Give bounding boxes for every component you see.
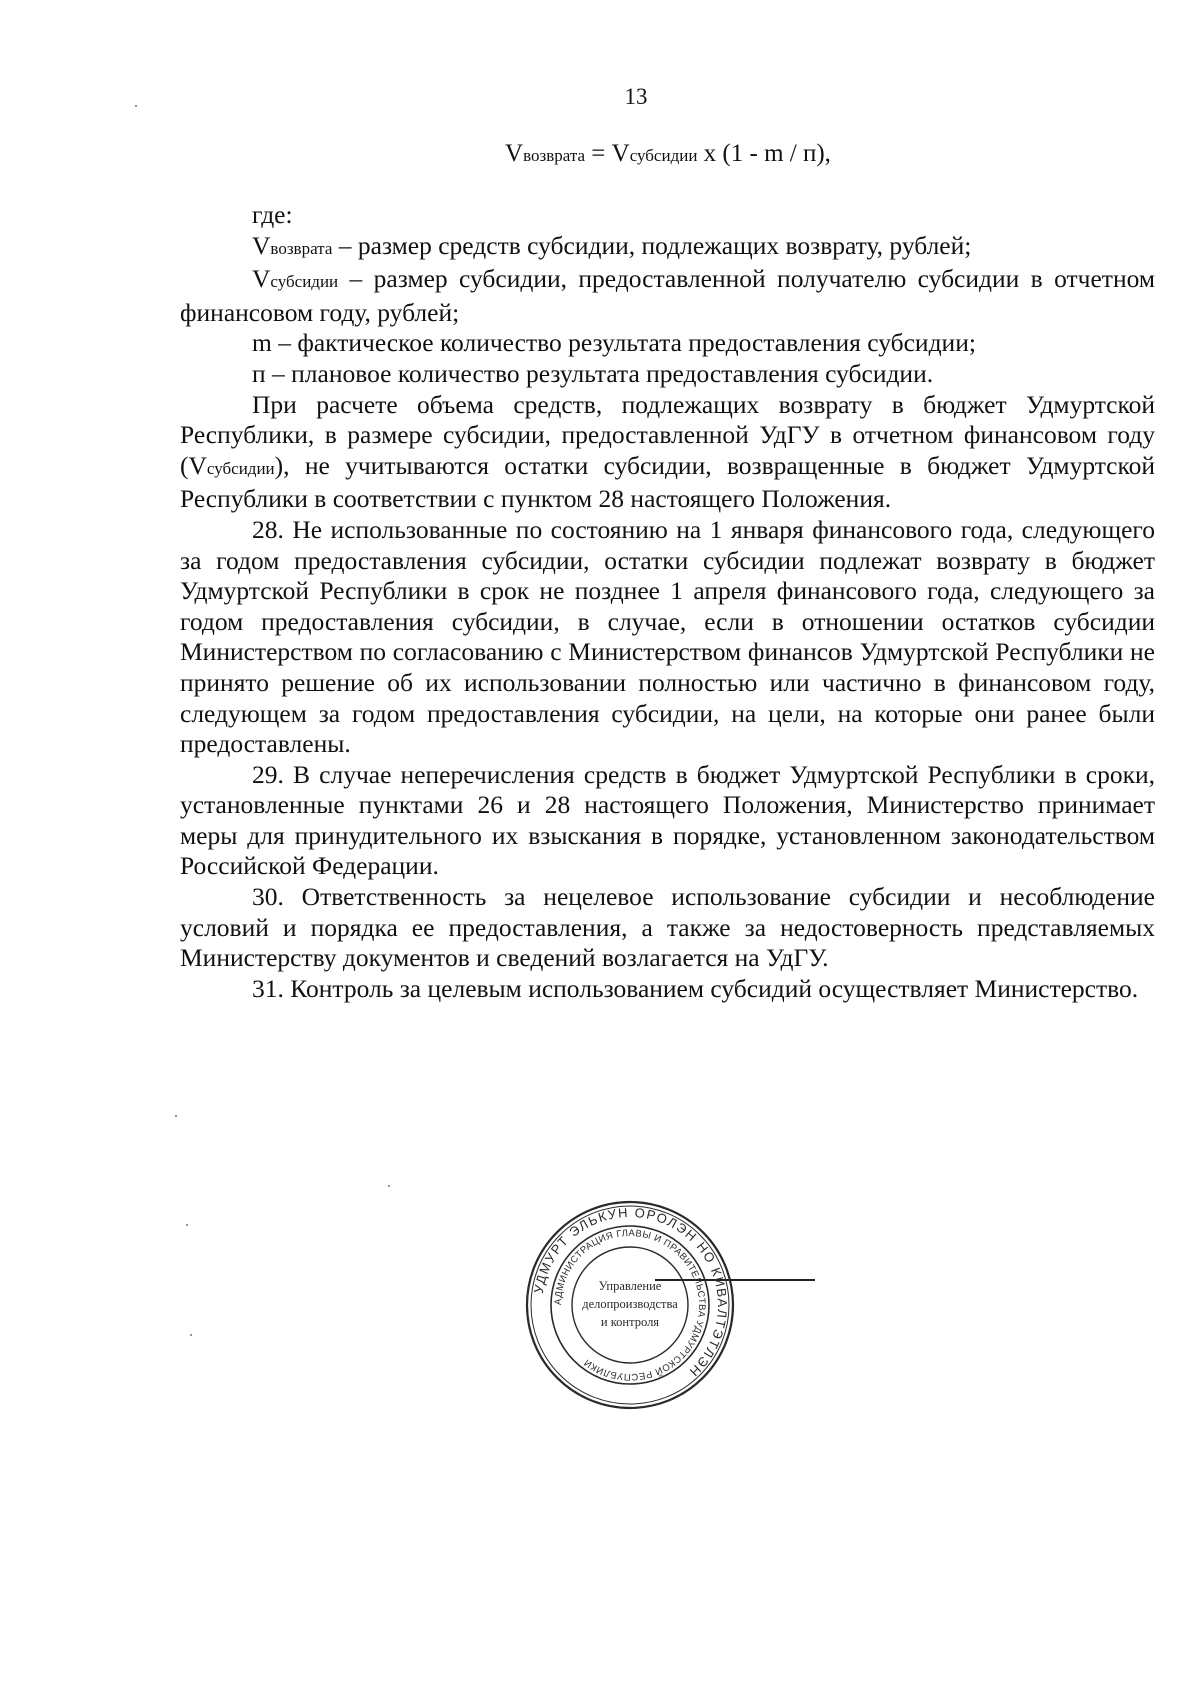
definition-subsidy-text: – размер субсидии, предоставленной получателю субсидии в отчетном финансовом году, рублей; bbox=[180, 264, 1155, 327]
seal-center-line2: делопроизводства bbox=[582, 1297, 678, 1311]
formula-v-return-sub: возврата bbox=[523, 146, 586, 165]
definition-subsidy bbox=[180, 264, 1155, 328]
definition-subsidy-sub: субсидии bbox=[270, 272, 339, 292]
calculation-note-a: При расчете объема средств, подлежащих возврату в бюджет Удмуртской Республики, в размере субсидии, предоставленной УдГУ в отчетном финансовом году (V bbox=[180, 389, 1155, 480]
scan-speck bbox=[388, 1185, 390, 1187]
calculation-note-sub: субсидии bbox=[206, 458, 275, 478]
formula-rest: x (1 - m / п), bbox=[697, 140, 831, 167]
formula-equals: = bbox=[585, 140, 612, 167]
return-formula bbox=[505, 140, 831, 168]
definition-return-sub: возврата bbox=[270, 238, 333, 258]
paragraph-29: 29. В случае неперечисления средств в бюджет Удмуртской Республики в сроки, установленные пунктами 26 и 28 настоящего Положения, Министерство принимает меры для принудительного их взыскания в порядке, установленном законодательством Российской Федерации. bbox=[180, 759, 1155, 881]
seal-outer-ring-text: УДМУРТ ЭЛЬКУН ОРОЛЭН НО КИВАЛТЭТЛЭН bbox=[530, 1204, 731, 1381]
paragraph-30: 30. Ответственность за нецелевое использование субсидии и несоблюдение условий и порядка ее предоставления, а также за недостоверность представляемых Министерству документов и сведений возлагается на УдГУ. bbox=[180, 882, 1155, 973]
seal-center-line1: Управление bbox=[598, 1279, 662, 1293]
calculation-note bbox=[180, 390, 1155, 515]
seal-inner-ring-text: АДМИНИСТРАЦИЯ ГЛАВЫ И ПРАВИТЕЛЬСТВА УДМУРТСКОЙ РЕСПУБЛИКИ bbox=[552, 1227, 708, 1383]
scan-speck bbox=[186, 1224, 188, 1226]
definition-subsidy-v: V bbox=[252, 264, 271, 294]
formula-v-return: V bbox=[505, 140, 524, 167]
scan-speck bbox=[175, 1115, 177, 1117]
definition-m: m – фактическое количество результата предоставления субсидии; bbox=[252, 328, 976, 358]
seal-center-line3: и контроля bbox=[600, 1315, 660, 1329]
scan-speck bbox=[135, 105, 137, 107]
page-number: 13 bbox=[624, 84, 648, 109]
official-seal bbox=[520, 1195, 740, 1415]
formula-v-subsidy: V bbox=[611, 140, 630, 167]
definition-return-text: – размер средств субсидии, подлежащих возврату, рублей; bbox=[332, 230, 972, 260]
formula-v-subsidy-sub: субсидии bbox=[629, 146, 698, 165]
calculation-note-b: ), не учитываются остатки субсидии, возвращенные в бюджет Удмуртской Республики в соответствии с пунктом 28 настоящего Положения. bbox=[180, 450, 1155, 514]
definition-return-v: V bbox=[252, 230, 271, 260]
where-label: где: bbox=[252, 200, 293, 229]
document-body bbox=[180, 200, 1155, 1004]
paragraph-31: 31. Контроль за целевым использованием субсидий осуществляет Министерство. bbox=[252, 973, 1139, 1003]
definition-return bbox=[180, 231, 1155, 265]
paragraph-28: 28. Не использованные по состоянию на 1 января финансового года, следующего за годом предоставления субсидии, остатки субсидии подлежат возврату в бюджет Удмуртской Республики в срок не позднее 1 апреля финансового года, следующего за годом предоставления субсидии, в случае, если в отношении остатков субсидии Министерством по согласованию с Министерством финансов Удмуртской Республики не принято решение об их использовании полностью или частично в финансовом году, следующем за годом предоставления субсидии, на цели, на которые они ранее были предоставлены. bbox=[180, 514, 1155, 759]
definition-n: п – плановое количество результата предоставления субсидии. bbox=[252, 358, 934, 388]
scan-speck bbox=[190, 1334, 192, 1336]
